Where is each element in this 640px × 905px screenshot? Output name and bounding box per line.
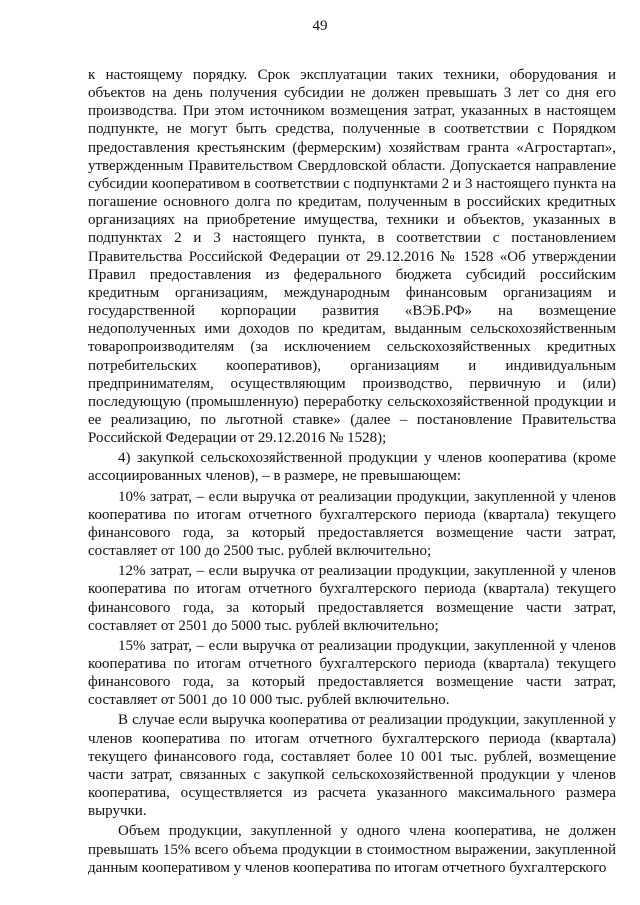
- page-number: 49: [312, 18, 328, 34]
- document-body: [88, 66, 616, 879]
- paragraph-max-revenue: В случае если выручка кооператива от реализации продукции, закупленной у членов кооператива по итогам отчетного бухгалтерского периода (квартала) текущего финансового года, составляет более 10 001 тыс. рублей, возмещение части затрат, связанных с закупкой сельскохозяйственной продукции у членов кооператива, осуществляется из расчета указанного максимального размера выручки.: [88, 712, 616, 820]
- paragraph-volume-limit: Объем продукции, закупленной у одного члена кооператива, не должен превышать 15% всего объема продукции в стоимостном выражении, закупленной данным кооперативом у членов кооператива по итогам отчетного бухгалтерского: [88, 823, 616, 876]
- paragraph-item-4: 4) закупкой сельскохозяйственной продукции у членов кооператива (кроме ассоциированных членов), – в размере, не превышающем:: [88, 450, 616, 485]
- paragraph-rate-10: 10% затрат, – если выручка от реализации продукции, закупленной у членов кооператива по итогам отчетного бухгалтерского периода (квартала) текущего финансового года, за который предоставляется возмещение части затрат, составляет от 100 до 2500 тыс. рублей включительно;: [88, 488, 616, 560]
- paragraph-rate-15: 15% затрат, – если выручка от реализации продукции, закупленной у членов кооператива по итогам отчетного бухгалтерского периода (квартала) текущего финансового года, за который предоставляется возмещение части затрат, составляет от 5001 до 10 000 тыс. рублей включительно.: [88, 637, 616, 709]
- paragraph-continuation: к настоящему порядку. Срок эксплуатации таких техники, оборудования и объектов на день получения субсидии не должен превышать 3 лет со дня его производства. При этом источником возмещения затрат, указанных в настоящем подпункте, не могут быть средства, полученные в соответствии с Порядком предоставления крестьянским (фермерским) хозяйствам гранта «Агростартап», утвержденным Правительством Свердловской области. Допускается направление субсидии кооперативом в соответствии с подпунктами 2 и 3 настоящего пункта на погашение основного долга по кредитам, полученным в российских кредитных организациях на приобретение имущества, техники и объектов, указанных в подпунктах 2 и 3 настоящего пункта, в соответствии с постановлением Правительства Российской Федерации от 29.12.2016 № 1528 «Об утверждении Правил предоставления из федерального бюджета субсидий российским кредитным организациям, международным финансовым организациям и государственной корпорации развития «ВЭБ.РФ» на возмещение недополученных ими доходов по кредитам, выданным сельскохозяйственным товаропроизводителям (за исключением сельскохозяйственных кредитных потребительских кооперативов), организациям и индивидуальным предпринимателям, осуществляющим производство, первичную и (или) последующую (промышленную) переработку сельскохозяйственной продукции и ее реализацию, по льготной ставке» (далее – постановление Правительства Российской Федерации от 29.12.2016 № 1528);: [88, 67, 616, 447]
- paragraph-rate-12: 12% затрат, – если выручка от реализации продукции, закупленной у членов кооператива по итогам отчетного бухгалтерского периода (квартала) текущего финансового года, за который предоставляется возмещение части затрат, составляет от 2501 до 5000 тыс. рублей включительно;: [88, 563, 616, 634]
